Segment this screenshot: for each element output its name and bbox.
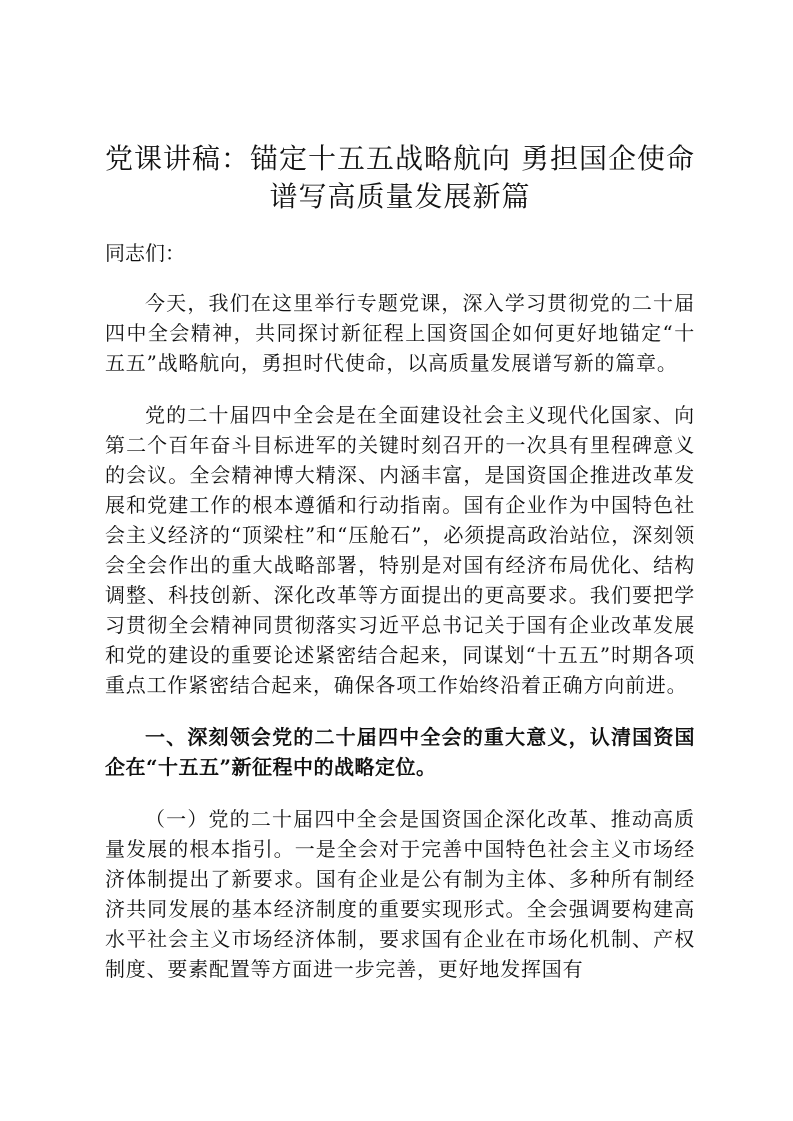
salutation: 同志们：: [105, 241, 185, 265]
document-body: [105, 140, 695, 1006]
intro-paragraph: 今天，我们在这里举行专题党课，深入学习贯彻党的二十届四中全会精神，共同探讨新征程上国资国企如何更好地锚定“十五五”战略航向，勇担时代使命，以高质量发展谱写新的篇章。: [105, 291, 695, 375]
section-paragraph-1: （一）党的二十届四中全会是国资国企深化改革、推动高质量发展的根本指引。一是全会对于完善中国特色社会主义市场经济体制提出了新要求。国有企业是公有制为主体、多种所有制经济共同发展的基本经济制度的重要实现形式。全会强调要构建高水平社会主义市场经济体制，要求国有企业在市场化机制、产权制度、要素配置等方面进一步完善，更好地发挥国有: [105, 807, 695, 981]
document-title: 党课讲稿：锚定十五五战略航向 勇担国企使命谱写高质量发展新篇: [105, 142, 695, 213]
context-paragraph: 党的二十届四中全会是在全面建设社会主义现代化国家、向第二个百年奋斗目标进军的关键时刻召开的一次具有里程碑意义的会议。全会精神博大精深、内涵丰富，是国资国企推进改革发展和党建工作的根本遵循和行动指南。国有企业作为中国特色社会主义经济的“顶梁柱”和“压舱石”，必须提高政治站位，深刻领会全会作出的重大战略部署，特别是对国有经济布局优化、结构调整、科技创新、深化改革等方面提出的更高要求。我们要把学习贯彻全会精神同贯彻落实习近平总书记关于国有企业改革发展和党的建设的重要论述紧密结合起来，同谋划“十五五”时期各项重点工作紧密结合起来，确保各项工作始终沿着正确方向前进。: [105, 403, 695, 697]
section-heading-1: 一、深刻领会党的二十届四中全会的重大意义，认清国资国企在“十五五”新征程中的战略定位。: [105, 725, 695, 779]
